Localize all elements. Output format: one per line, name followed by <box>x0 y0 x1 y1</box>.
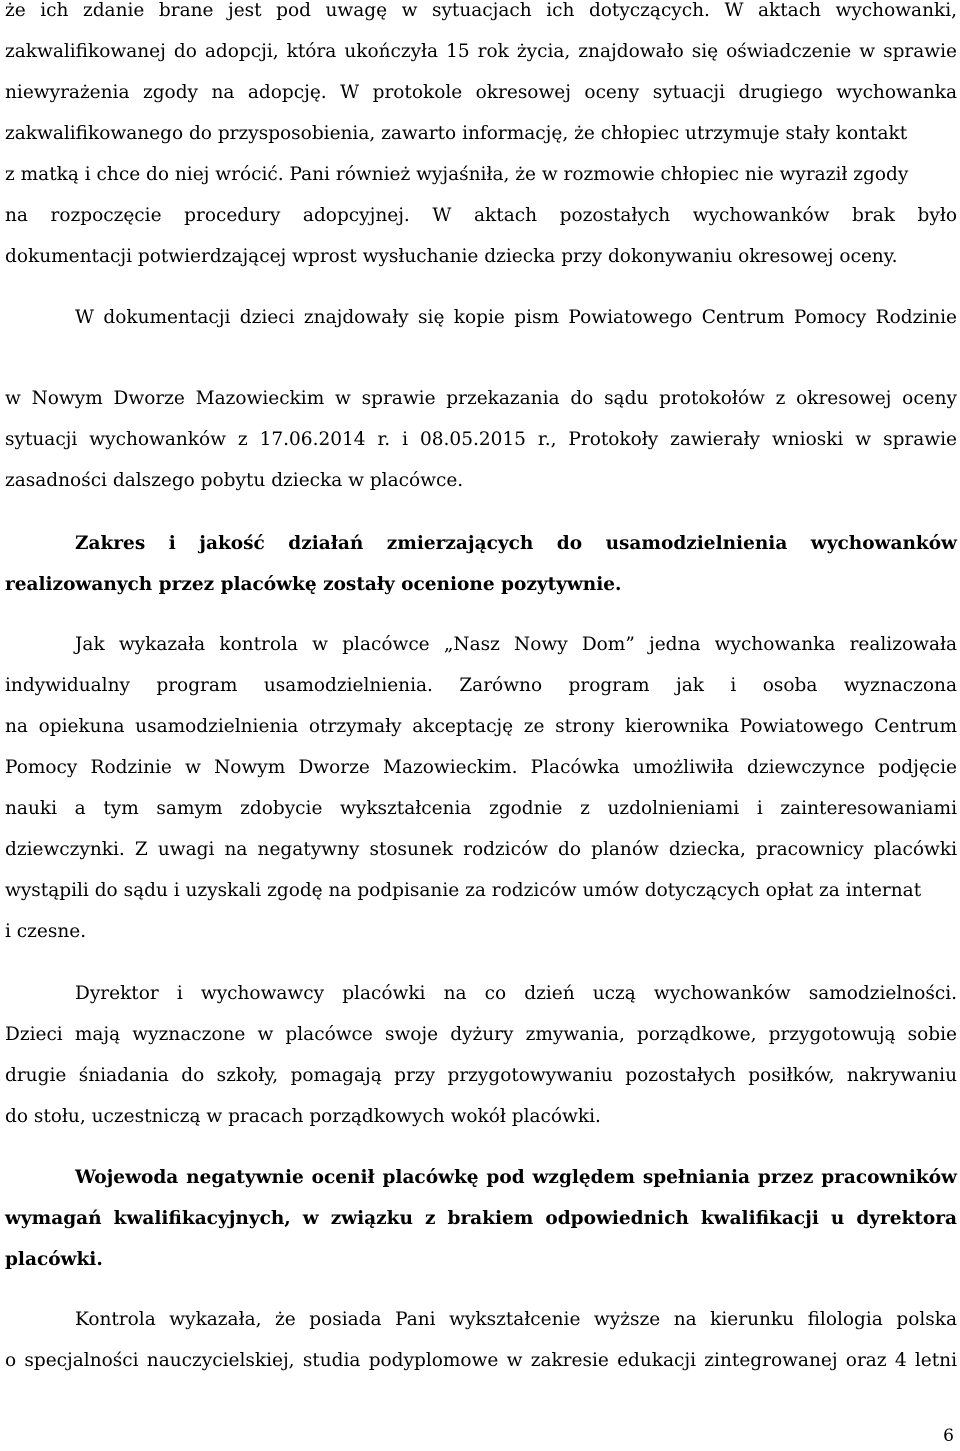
text-line: do stołu, uczestniczą w pracach porządkowych wokół placówki. <box>5 1106 601 1127</box>
text-line: na rozpoczęcie procedury adopcyjnej. W aktach pozostałych wychowanków brak było <box>5 205 957 226</box>
text-line: nauki a tym samym zdobycie wykształcenia zgodnie z uzdolnieniami i zainteresowaniami <box>5 798 957 819</box>
text-line: sytuacji wychowanków z 17.06.2014 r. i 08.05.2015 r., Protokoły zawierały wnioski w sprawie <box>5 429 957 450</box>
text-line: zakwalifikowanej do adopcji, która ukończyła 15 rok życia, znajdowało się oświadczenie w sprawie <box>5 41 957 62</box>
text-line: drugie śniadania do szkoły, pomagają przy przygotowywaniu pozostałych posiłków, nakrywaniu <box>5 1065 957 1086</box>
text-line: z matką i chce do niej wrócić. Pani również wyjaśniła, że w rozmowie chłopiec nie wyraził zgody <box>5 164 909 185</box>
text-line: w Nowym Dworze Mazowieckim w sprawie przekazania do sądu protokołów z okresowej oceny <box>5 388 957 409</box>
text-line: Pomocy Rodzinie w Nowym Dworze Mazowieckim. Placówka umożliwiła dziewczynce podjęcie <box>5 757 957 778</box>
section-heading: Zakres i jakość działań zmierzających do usamodzielnienia wychowanków <box>75 533 957 554</box>
text-line: Jak wykazała kontrola w placówce „Nasz Nowy Dom” jedna wychowanka realizowała <box>75 634 957 655</box>
text-line: i czesne. <box>5 921 87 942</box>
text-line: dokumentacji potwierdzającej wprost wysłuchanie dziecka przy dokonywaniu okresowej oceny. <box>5 246 898 267</box>
section-heading: placówki. <box>5 1249 103 1270</box>
text-line: na opiekuna usamodzielnienia otrzymały akceptację ze strony kierownika Powiatowego Centrum <box>5 716 957 737</box>
text-line: zakwalifikowanego do przysposobienia, zawarto informację, że chłopiec utrzymuje stały kontakt <box>5 123 908 144</box>
section-heading: Wojewoda negatywnie ocenił placówkę pod względem spełniania przez pracowników <box>75 1167 957 1188</box>
text-line: Dzieci mają wyznaczone w placówce swoje dyżury zmywania, porządkowe, przygotowują sobie <box>5 1024 957 1045</box>
text-line: że ich zdanie brane jest pod uwagę w sytuacjach ich dotyczących. W aktach wychowanki, <box>5 0 957 21</box>
text-line: dziewczynki. Z uwagi na negatywny stosunek rodziców do planów dziecka, pracownicy placówki <box>5 839 957 860</box>
text-line: Kontrola wykazała, że posiada Pani wykształcenie wyższe na kierunku filologia polska <box>75 1309 957 1330</box>
section-heading: realizowanych przez placówkę zostały ocenione pozytywnie. <box>5 574 622 595</box>
page-number: 6 <box>943 1426 954 1446</box>
text-line: niewyrażenia zgody na adopcję. W protokole okresowej oceny sytuacji drugiego wychowanka <box>5 82 957 103</box>
section-heading: wymagań kwalifikacyjnych, w związku z brakiem odpowiednich kwalifikacji u dyrektora <box>5 1208 957 1229</box>
text-line: wystąpili do sądu i uzyskali zgodę na podpisanie za rodziców umów dotyczących opłat za internat <box>5 880 922 901</box>
text-line: W dokumentacji dzieci znajdowały się kopie pism Powiatowego Centrum Pomocy Rodzinie <box>75 307 957 328</box>
text-line: Dyrektor i wychowawcy placówki na co dzień uczą wychowanków samodzielności. <box>75 983 957 1004</box>
text-line: zasadności dalszego pobytu dziecka w placówce. <box>5 470 464 491</box>
text-line: indywidualny program usamodzielnienia. Zarówno program jak i osoba wyznaczona <box>5 675 957 696</box>
text-line: o specjalności nauczycielskiej, studia podyplomowe w zakresie edukacji zintegrowanej oraz 4 letni <box>5 1350 957 1371</box>
